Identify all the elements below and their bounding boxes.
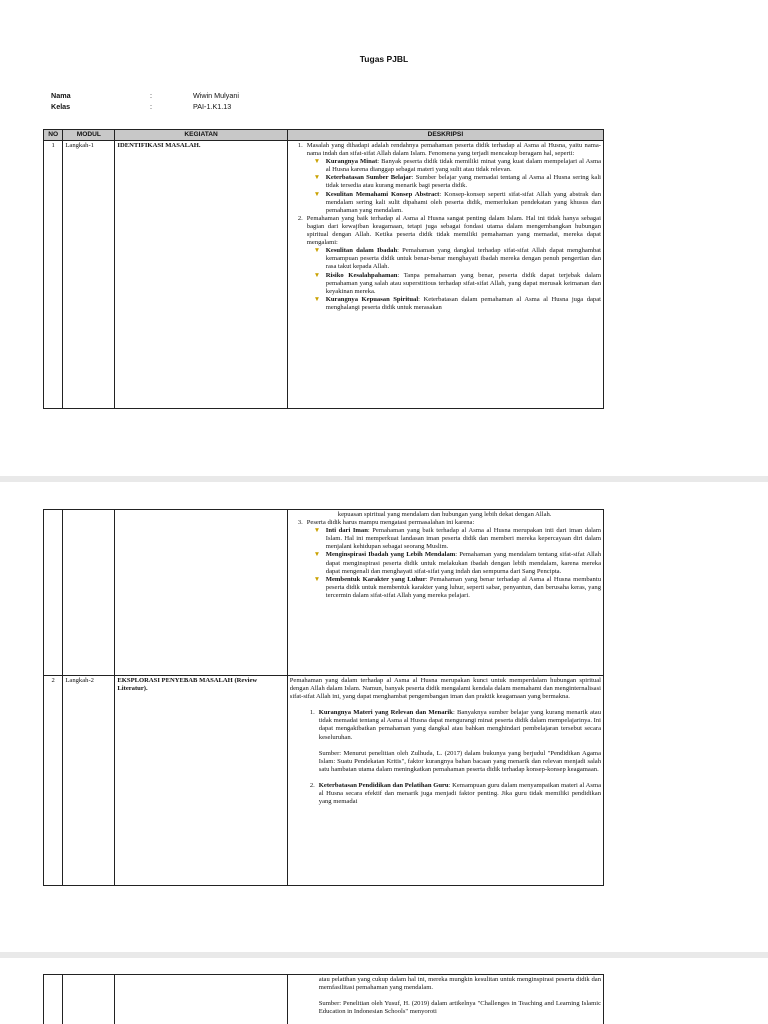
bullet-item: ▼ Membentuk Karakter yang Luhur: Pemahaman yang benar terhadap al Asma al Husna membantu peserta didik untuk membentuk karakter yang luhur, seperti sabar, penyantun, dan berusaha keras, yang tercermin dalam sifat-sifat Allah yang mereka pelajari.: [313, 575, 601, 599]
bullet-item: ▼ Kurangnya Minat: Banyak peserta didik tidak memiliki minat yang kuat dalam mempelajari al Asma al Husna karena dianggap sebagai materi yang sulit atau tidak relevan.: [313, 158, 601, 174]
row-deskripsi: [287, 141, 603, 409]
table-row: [44, 141, 604, 409]
row-deskripsi: [287, 510, 603, 676]
table-row: [44, 975, 604, 1024]
item-number: 3.: [297, 519, 303, 527]
document-page-3: [0, 958, 768, 1024]
bullet-icon: ▼: [313, 174, 321, 182]
bullet-icon: ▼: [313, 527, 321, 535]
kelas-separator: :: [150, 101, 152, 111]
header-kegiatan: KEGIATAN: [115, 130, 287, 141]
task-table-continued: [43, 974, 604, 1024]
table-row: [44, 510, 604, 676]
task-table: [43, 129, 604, 409]
nama-label: Nama: [51, 91, 71, 100]
numbered-item: [290, 215, 601, 247]
continued-text: kepuasan spiritual yang mendalam dan hubungan yang lebih dekat dengan Allah.: [337, 511, 552, 518]
header-no: NO: [44, 130, 63, 141]
item-text: Peserta didik harus mampu mengatasi permasalahan ini karena:: [306, 519, 475, 527]
task-table-continued: [43, 509, 604, 886]
row-no: 2: [44, 676, 63, 886]
numbered-item: 1. Kurangnya Materi yang Relevan dan Menarik: Banyaknya sumber belajar yang kurang menarik atau tidak memadai tentang al Asma al Husna dapat mengurangi minat peserta didik dalam mempelajarinya. Ini dapat mengakibatkan pemahaman yang dangkal atau bahkan menghindari pembelajaran tersebut secara keseluruhan.: [302, 709, 601, 741]
identity-separators: [150, 91, 152, 112]
bullet-item: ▼ Kesulitan dalam Ibadah: Pemahaman yang dangkal terhadap sifat-sifat Allah dapat menghambat kemampuan peserta didik untuk benar-benar menghayati ibadah mereka dengan penuh pengertian dan rasa takut kepada Allah.: [313, 247, 602, 271]
bullet-icon: ▼: [313, 575, 321, 583]
bullet-item: ▼ Menginspirasi Ibadah yang Lebih Mendalam: Pemahaman yang mendalam tentang sifat-sifat Allah dapat menginspirasi peserta didik untuk melakukan ibadah dengan lebih mendalam, karena mereka dapat mengenali dan menghayati sifat-sifat yang indah dan sempurna dari Sang Pencipta.: [313, 551, 601, 575]
numbered-item: [290, 142, 601, 158]
item-text: Pemahaman yang baik terhadap al Asma al Husna sangat penting dalam Islam. Hal ini tidak hanya sebagai bagian dari kewajiban keagamaan, tetapi juga sebagai fondasi utama dalam mengembangkan hubungan spiritual dengan Allah. Ketika peserta didik tidak memiliki pemahaman yang memadai, mereka dapat mengalami:: [306, 214, 601, 247]
header-deskripsi: DESKRIPSI: [287, 130, 603, 141]
document-title: Tugas PJBL: [359, 54, 409, 64]
source-paragraph: Sumber: Menurut penelitian oleh Zulhuda, L. (2017) dalam bukunya yang berjudul "Pendidikan Agama Islam: Suatu Pendekatan Kritis", faktor kurangnya bahan bacaan yang menarik dan relevan menjadi salah satu hambatan utama dalam meningkatkan pemahaman peserta didik terhadap konsep-konsep keagamaan.: [318, 749, 601, 773]
row-no: 1: [44, 141, 63, 409]
bullet-item: ▼ Keterbatasan Sumber Belajar: Sumber belajar yang memadai tentang al Asma al Husna sering kali tidak tersedia atau kurang menarik bagi peserta didik.: [313, 174, 601, 190]
intro-paragraph: Pemahaman yang dalam terhadap al Asma al Husna merupakan kunci untuk memperdalam hubungan spiritual dengan Allah dalam Islam. Namun, banyak peserta didik mengalami kendala dalam memahami dan menginternalisasi sifat-sifat Allah ini, yang dapat menghambat pengembangan iman dan praktik keagamaan yang bermakna.: [289, 677, 601, 701]
row-deskripsi: [287, 676, 603, 886]
identity-labels: [51, 91, 71, 112]
bullet-item: ▼ Risiko Kesalahpahaman: Tanpa pemahaman yang benar, peserta didik dapat terjebak dalam pemahaman yang salah atau superstitious terhadap sifat-sifat Allah, yang dapat merusak keimanan dan keyakinan mereka.: [313, 271, 601, 295]
bullet-icon: ▼: [313, 551, 321, 559]
continued-text: atau pelatihan yang cukup dalam hal ini, mereka mungkin kesulitan untuk menginspirasi peserta didik dan memfasilitasi pemahaman yang mendalam.: [318, 976, 601, 992]
row-kegiatan: IDENTIFIKASI MASALAH.: [115, 141, 287, 409]
item-number: 1.: [297, 142, 303, 149]
item-number: 2.: [297, 214, 303, 222]
nama-separator: :: [150, 91, 152, 100]
row-kegiatan: EKSPLORASI PENYEBAB MASALAH (Review Literatur).: [115, 676, 287, 886]
table-header-row: [44, 130, 604, 141]
nama-value: Wiwin Mulyani: [193, 91, 239, 100]
bullet-icon: ▼: [313, 271, 321, 279]
identity-values: [193, 91, 239, 112]
row-modul: Langkah-2: [63, 676, 115, 886]
numbered-item: 2. Keterbatasan Pendidikan dan Pelatihan Guru: Kemampuan guru dalam menyampaikan materi al Asma al Husna secara efektif dan menarik juga menjadi faktor penting. Jika guru tidak memiliki pendidikan yang memadai: [302, 782, 601, 806]
row-modul: Langkah-1: [63, 141, 115, 409]
bullet-item: ▼ Kurangnya Kepuasan Spiritual: Keterbatasan dalam pemahaman al Asma al Husna juga dapat menghalangi peserta didik untuk merasakan: [313, 295, 601, 311]
numbered-item: [290, 519, 601, 527]
document-page-2: [0, 482, 768, 952]
header-modul: MODUL: [63, 130, 115, 141]
item-text: Masalah yang dihadapi adalah rendahnya pemahaman peserta didik terhadap al Asma al Husna, yaitu nama-nama indah dan sifat-sifat Allah dalam Islam. Fenomena yang terjadi mencakup beragam hal, seperti:: [306, 142, 601, 158]
item-number: 2.: [309, 781, 315, 789]
bullet-icon: ▼: [313, 247, 321, 255]
bullet-icon: ▼: [313, 190, 321, 198]
kelas-label: Kelas: [51, 101, 71, 111]
bullet-icon: ▼: [313, 158, 321, 166]
source-paragraph: Sumber: Penelitian oleh Yusuf, H. (2019) dalam artikelnya "Challenges in Teaching and Learning Islamic Education in Indonesian Schools" menyoroti: [318, 1000, 601, 1016]
row-deskripsi: [287, 975, 603, 1024]
bullet-item: ▼ Kesulitan Memahami Konsep Abstract: Konsep-konsep seperti sifat-sifat Allah yang abstrak dan mendalam sering kali sulit dipahami oleh peserta didik, memerlukan pendekatan yang khusus dan pemahaman yang mendalam.: [313, 190, 601, 214]
document-page-1: [0, 0, 768, 476]
bullet-item: ▼ Inti dari Iman: Pemahaman yang baik terhadap al Asma al Husna merupakan inti dari iman dalam Islam. Hal ini memperkuat landasan iman peserta didik dan memberi mereka kepercayaan diri dalam menjalani kehidupan sebagai seorang Muslim.: [313, 527, 601, 551]
item-number: 1.: [309, 709, 315, 717]
bullet-icon: ▼: [313, 295, 321, 303]
table-row: [44, 676, 604, 886]
kelas-value: PAI-1.K1.13: [193, 101, 232, 111]
